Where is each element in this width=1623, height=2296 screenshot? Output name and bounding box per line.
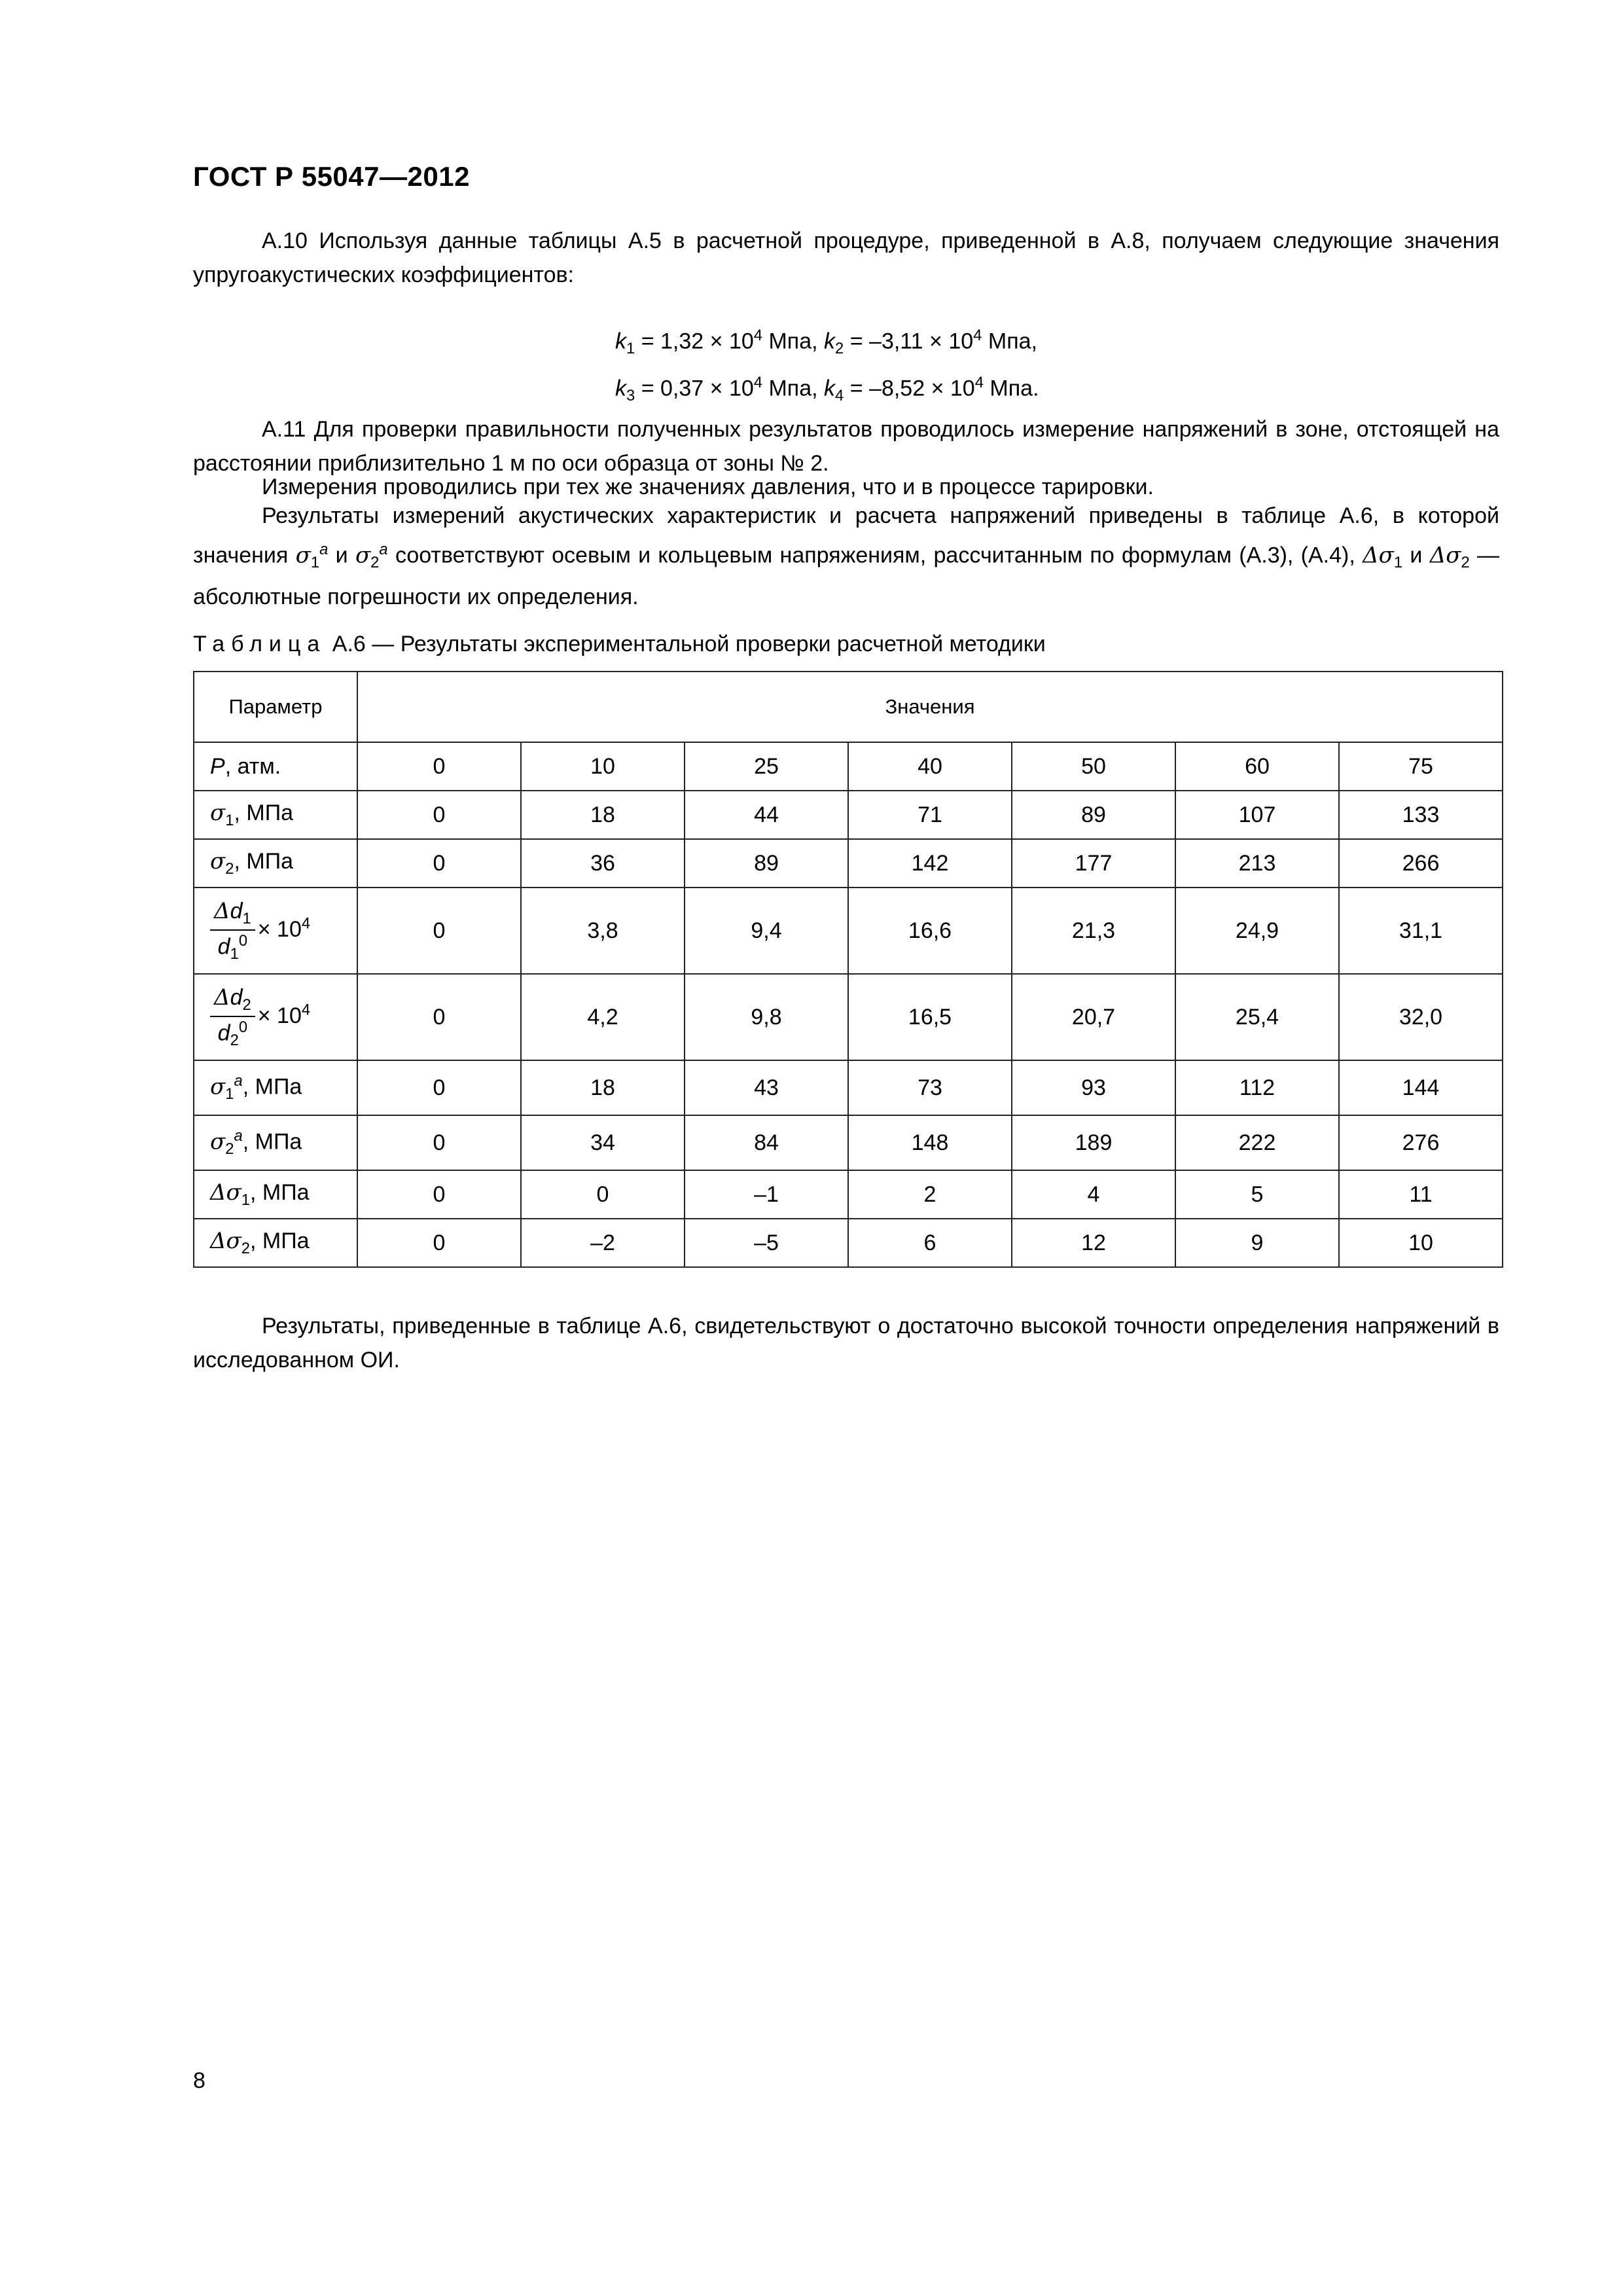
table-cell: 21,3 <box>1012 888 1175 974</box>
table-cell: –5 <box>685 1219 848 1267</box>
table-cell: 266 <box>1339 839 1503 888</box>
table-cell: 222 <box>1175 1115 1339 1170</box>
table-cell: 4 <box>1012 1170 1175 1219</box>
paragraph-a10: А.10 Используя данные таблицы А.5 в расчетной процедуре, приведенной в А.8, получаем следующие значения упругоакустических коэффициентов: <box>193 228 1499 287</box>
row-label-sigma2: $\sigma_2$, МПа <box>194 839 357 888</box>
table-cell: 10 <box>521 742 685 791</box>
table-cell: 148 <box>848 1115 1012 1170</box>
row-label-delta-d1: $\frac{\Delta d_1}{d_1^0}$ × $10^4$ <box>194 888 357 974</box>
table-cell: 177 <box>1012 839 1175 888</box>
row-label-delta-sigma2: $\Delta\sigma_2$, МПа <box>194 1219 357 1267</box>
table-cell: 18 <box>521 1060 685 1115</box>
table-cell: 189 <box>1012 1115 1175 1170</box>
table-cell: 89 <box>685 839 848 888</box>
table-cell: 60 <box>1175 742 1339 791</box>
table-cell: 50 <box>1012 742 1175 791</box>
table-cell: 4,2 <box>521 974 685 1060</box>
table-row <box>194 742 1503 791</box>
table-cell: 0 <box>357 888 521 974</box>
table-cell: 6 <box>848 1219 1012 1267</box>
table-cell: –1 <box>685 1170 848 1219</box>
table-row <box>194 1060 1503 1115</box>
paragraph-results: Результаты измерений акустических характеристик и расчета напряжений приведены в таблице А.6, в которой значения $\sigma_1^a$ и $\sigma_2^a$ соответствуют осевым и кольцевым напряжениям, рассчитанным по формулам (А.3), (А.4), $\Delta\sigma_1$ и $\Delta\sigma_2$ — абсолютные погрешности их определения. <box>193 503 1500 610</box>
header-parameter: Параметр <box>194 672 357 742</box>
formula-line-1: $k_1 = 1,32 \times 10^4$ Мпа, $k_2 = -3,11 \times 10^4$ Мпа, <box>615 327 1037 358</box>
table-cell: 213 <box>1175 839 1339 888</box>
table-cell: 2 <box>848 1170 1012 1219</box>
table-cell: 31,1 <box>1339 888 1503 974</box>
table-cell: 40 <box>848 742 1012 791</box>
table-cell: 11 <box>1339 1170 1503 1219</box>
row-label-delta-d2: $\frac{\Delta d_2}{d_2^0}$ × $10^4$ <box>194 974 357 1060</box>
results-table <box>193 671 1503 1268</box>
table-header-row <box>194 672 1503 742</box>
table-cell: 89 <box>1012 791 1175 839</box>
table-cell: –2 <box>521 1219 685 1267</box>
paragraph-measurements: Измерения проводились при тех же значениях давления, что и в процессе тарировки. <box>262 475 1154 499</box>
table-cell: 71 <box>848 791 1012 839</box>
table-cell: 0 <box>357 742 521 791</box>
table-cell: 16,6 <box>848 888 1012 974</box>
table-cell: 43 <box>685 1060 848 1115</box>
table-cell: 36 <box>521 839 685 888</box>
table-row <box>194 791 1503 839</box>
table-cell: 133 <box>1339 791 1503 839</box>
table-cell: 142 <box>848 839 1012 888</box>
table-cell: 20,7 <box>1012 974 1175 1060</box>
table-cell: 0 <box>521 1170 685 1219</box>
table-cell: 0 <box>357 1219 521 1267</box>
table-row <box>194 888 1503 974</box>
table-cell: 0 <box>357 1115 521 1170</box>
table-cell: 0 <box>357 839 521 888</box>
table-row <box>194 1170 1503 1219</box>
document-header: ГОСТ Р 55047—2012 <box>193 161 470 192</box>
table-cell: 9,4 <box>685 888 848 974</box>
table-cell: 3,8 <box>521 888 685 974</box>
table-cell: 0 <box>357 1170 521 1219</box>
table-caption: Таблица А.6 — Результаты экспериментальной проверки расчетной методики <box>193 632 1046 656</box>
paragraph-conclusion: Результаты, приведенные в таблице А.6, свидетельствуют о достаточно высокой точности определения напряжений в исследованном ОИ. <box>193 1314 1499 1372</box>
table-cell: 9,8 <box>685 974 848 1060</box>
table-cell: 32,0 <box>1339 974 1503 1060</box>
table-cell: 24,9 <box>1175 888 1339 974</box>
table-cell: 18 <box>521 791 685 839</box>
table-cell: 12 <box>1012 1219 1175 1267</box>
table-cell: 25 <box>685 742 848 791</box>
table-cell: 16,5 <box>848 974 1012 1060</box>
table-cell: 73 <box>848 1060 1012 1115</box>
table-cell: 10 <box>1339 1219 1503 1267</box>
table-cell: 93 <box>1012 1060 1175 1115</box>
table-row <box>194 1115 1503 1170</box>
table-cell: 44 <box>685 791 848 839</box>
row-label-delta-sigma1: $\Delta\sigma_1$, МПа <box>194 1170 357 1219</box>
table-cell: 0 <box>357 1060 521 1115</box>
table-cell: 25,4 <box>1175 974 1339 1060</box>
header-values: Значения <box>357 672 1503 742</box>
table-cell: 276 <box>1339 1115 1503 1170</box>
coefficient-formulas <box>615 319 1039 413</box>
row-label-sigma2-a: $\sigma_2^a$, МПа <box>194 1115 357 1170</box>
table-cell: 34 <box>521 1115 685 1170</box>
table-row <box>194 1219 1503 1267</box>
table-cell: 112 <box>1175 1060 1339 1115</box>
row-label-sigma1-a: $\sigma_1^a$, МПа <box>194 1060 357 1115</box>
paragraph-a11: А.11 Для проверки правильности полученных результатов проводилось измерение напряжений в зоне, отстоящей на расстоянии приблизительно 1 м по оси образца от зоны № 2. <box>193 417 1499 476</box>
table-row <box>194 839 1503 888</box>
table-cell: 0 <box>357 974 521 1060</box>
row-label-pressure: P, атм. <box>194 742 357 791</box>
table-row <box>194 974 1503 1060</box>
table-cell: 144 <box>1339 1060 1503 1115</box>
table-cell: 84 <box>685 1115 848 1170</box>
page-number: 8 <box>193 2068 205 2093</box>
table-cell: 0 <box>357 791 521 839</box>
table-cell: 9 <box>1175 1219 1339 1267</box>
table-cell: 107 <box>1175 791 1339 839</box>
formula-line-2: $k_3 = 0,37 \times 10^4$ Мпа, $k_4 = -8,52 \times 10^4$ Мпа. <box>615 374 1039 405</box>
table-cell: 5 <box>1175 1170 1339 1219</box>
table-cell: 75 <box>1339 742 1503 791</box>
row-label-sigma1: $\sigma_1$, МПа <box>194 791 357 839</box>
